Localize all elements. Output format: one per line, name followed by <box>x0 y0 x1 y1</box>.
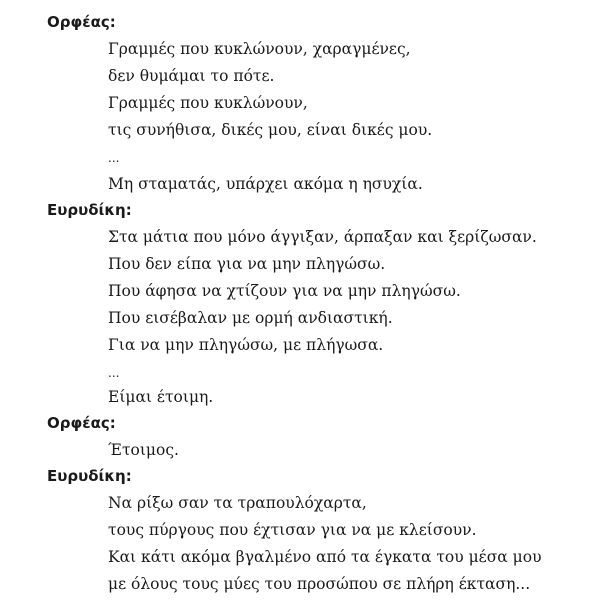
dialogue-line: Γραμμές που κυκλώνουν, <box>108 94 308 112</box>
speaker-name: Ευρυδίκη: <box>47 467 132 485</box>
dialogue-line: Και κάτι ακόμα βγαλμένο από τα έγκατα του μέσα μου <box>108 548 542 566</box>
dialogue-ellipsis: ... <box>108 366 120 380</box>
dialogue-line: με όλους τους μύες του προσώπου σε πλήρη έκταση... <box>108 575 531 593</box>
dialogue-line: Που εισέβαλαν με ορμή ανδιαστική. <box>108 309 393 327</box>
speaker-name: Ορφέας: <box>47 13 116 31</box>
speaker-name: Ευρυδίκη: <box>47 201 132 219</box>
dialogue-ellipsis: ... <box>108 151 120 165</box>
speaker-name: Ορφέας: <box>47 414 116 432</box>
dialogue-line: Είμαι έτοιμη. <box>108 388 214 406</box>
dialogue-line: Έτοιμος. <box>108 441 179 459</box>
dialogue-line: Γραμμές που κυκλώνουν, χαραγμένες, <box>108 40 411 58</box>
dialogue-line: Που δεν είπα για να μην πληγώσω. <box>108 255 386 273</box>
dialogue-line: τις συνήθισα, δικές μου, είναι δικές μου. <box>108 121 433 139</box>
dialogue-line: δεν θυμάμαι το πότε. <box>108 67 275 85</box>
dialogue-line: Μη σταματάς, υπάρχει ακόμα η ησυχία. <box>108 175 423 193</box>
dialogue-line: Στα μάτια που μόνο άγγιξαν, άρπαξαν και ξερίζωσαν. <box>108 228 537 246</box>
dialogue-line: Για να μην πληγώσω, με πλήγωσα. <box>108 336 384 354</box>
dialogue-line: Να ρίξω σαν τα τραπουλόχαρτα, <box>108 494 367 512</box>
dialogue-line: Που άφησα να χτίζουν για να μην πληγώσω. <box>108 282 461 300</box>
dialogue-line: τους πύργους που έχτισαν για να με κλείσουν. <box>108 521 477 539</box>
